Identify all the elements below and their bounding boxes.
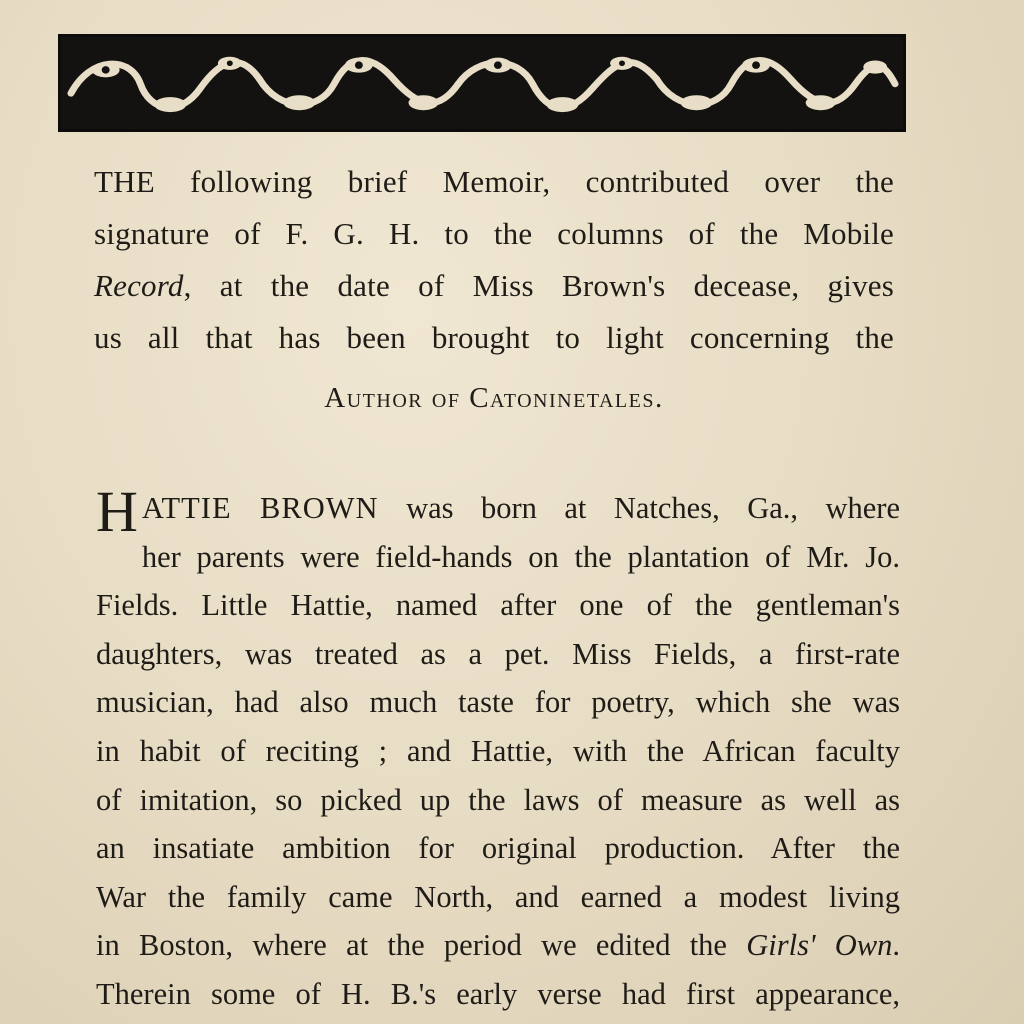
memoir-line-3: Fields. Little Hattie, named after one of the gentleman's bbox=[96, 588, 900, 623]
author-heading: Author of Catoninetales. bbox=[324, 382, 664, 414]
intro-line-1: THE following brief Memoir, contributed over the bbox=[94, 164, 894, 199]
memoir-line-1: ATTIE BROWN was born at Natches, Ga., where bbox=[141, 491, 900, 525]
record-title: Record bbox=[94, 268, 184, 303]
intro-line-2: signature of F. G. H. to the columns of the Mobile bbox=[94, 216, 894, 251]
decorative-headpiece bbox=[58, 34, 906, 132]
girls-own-title: Girls' Own bbox=[746, 928, 893, 963]
memoir-line-11: Therein some of H. B.'s early verse had first appearance, bbox=[96, 976, 900, 1011]
name-smallcaps: ATTIE BROWN bbox=[141, 491, 379, 525]
memoir-line-9: War the family came North, and earned a modest living bbox=[96, 879, 900, 914]
memoir-line-4: daughters, was treated as a pet. Miss Fields, a first-rate bbox=[96, 636, 900, 671]
memoir-line-8: an insatiate ambition for original production. After the bbox=[96, 831, 900, 866]
intro-paragraph bbox=[94, 156, 894, 364]
intro-line-4: us all that has been brought to light concerning the bbox=[94, 320, 894, 355]
memoir-paragraph bbox=[96, 479, 900, 1019]
memoir-line-5: musician, had also much taste for poetry, which she was bbox=[96, 685, 900, 720]
intro-line-3 bbox=[94, 260, 894, 312]
memoir-line-7: of imitation, so picked up the laws of measure as well as bbox=[96, 782, 900, 817]
scrollwork-ornament bbox=[61, 37, 903, 129]
intro-line-3-rest: , at the date of Miss Brown's decease, gives bbox=[183, 268, 894, 303]
memoir-line-10: in Boston, where at the period we edited the Girls' Own. bbox=[96, 928, 900, 963]
memoir-line-6: in habit of reciting ; and Hattie, with the African faculty bbox=[96, 733, 900, 768]
memoir-line-2: her parents were field-hands on the plantation of Mr. Jo. bbox=[141, 539, 900, 574]
drop-cap: H bbox=[96, 479, 138, 544]
